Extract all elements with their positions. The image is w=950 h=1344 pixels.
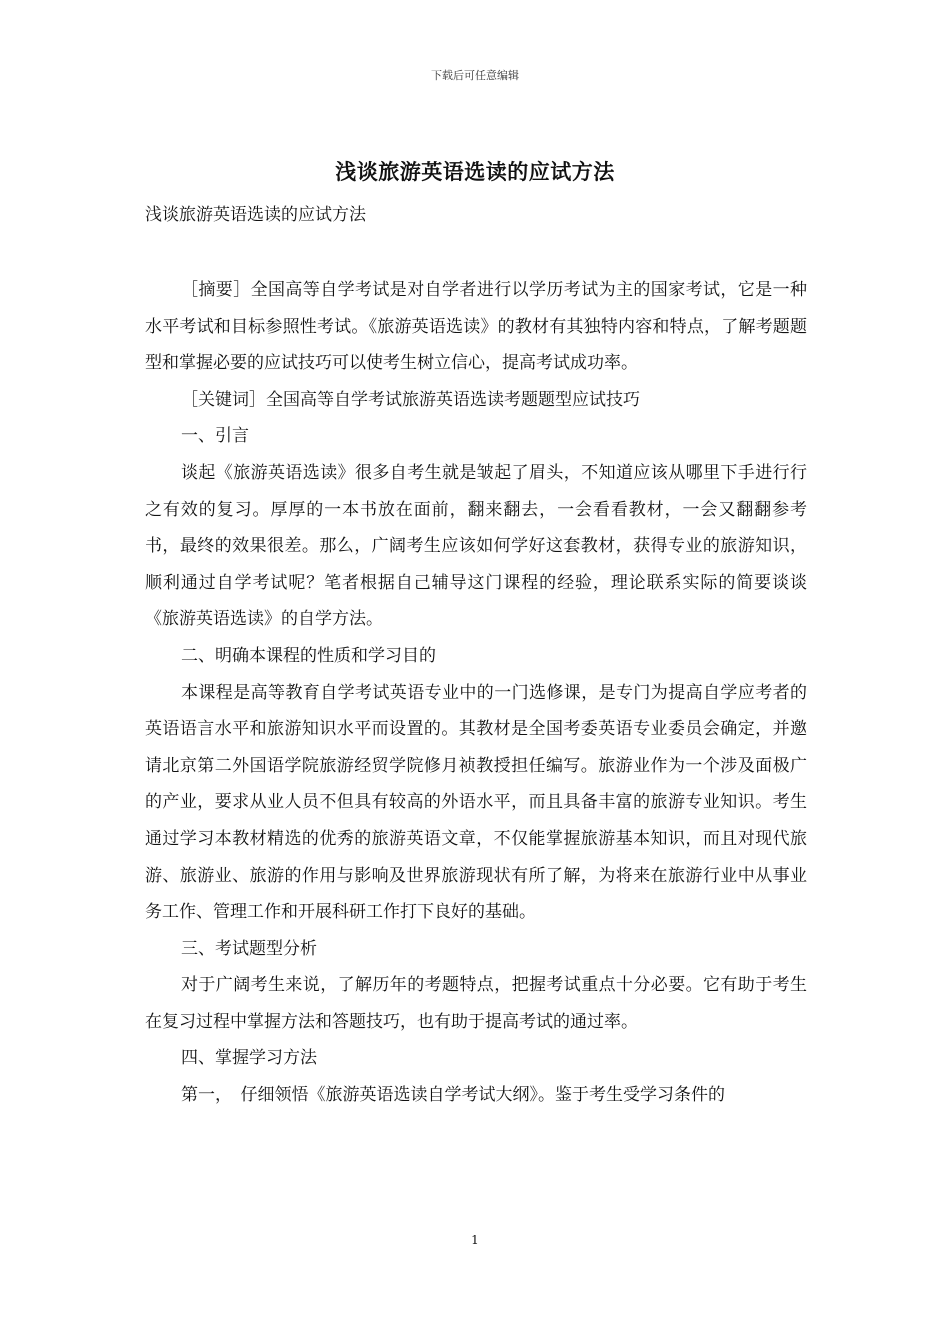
section-heading-course-nature: 二、明确本课程的性质和学习目的 (181, 645, 436, 666)
section-heading-introduction: 一、引言 (181, 426, 249, 447)
keywords-paragraph: ［关键词］全国高等自学考试旅游英语选读考题题型应试技巧 (181, 389, 640, 410)
body-text (145, 272, 807, 1114)
abstract-paragraph: ［摘要］全国高等自学考试是对自学者进行以学历考试为主的国家考试，它是一种水平考试和目标参照性考试。《旅游英语选读》的教材有其独特内容和特点，了解考题题型和掌握必要的应试技巧可以使考生树立信心，提高考试成功率。 (145, 280, 807, 374)
section-heading-study-method: 四、掌握学习方法 (181, 1048, 317, 1069)
page-title: 浅谈旅游英语选读的应试方法 (335, 159, 615, 184)
introduction-paragraph: 谈起《旅游英语选读》很多自考生就是皱起了眉头，不知道应该从哪里下手进行行之有效的复习。厚厚的一本书放在面前，翻来翻去，一会看看教材，一会又翻翻参考书，最终的效果很差。那么，广阔考生应该如何学好这套教材，获得专业的旅游知识，顺利通过自学考试呢？笔者根据自己辅导这门课程的经验，理论联系实际的简要谈谈《旅游英语选读》的自学方法。 (145, 462, 807, 630)
header-note: 下载后可任意编辑 (431, 69, 519, 82)
exam-analysis-paragraph: 对于广阔考生来说，了解历年的考题特点，把握考试重点十分必要。它有助于考生在复习过程中掌握方法和答题技巧，也有助于提高考试的通过率。 (145, 975, 807, 1032)
page-subtitle: 浅谈旅游英语选读的应试方法 (145, 205, 366, 225)
page-number: 1 (471, 1233, 479, 1247)
section-heading-exam-analysis: 三、考试题型分析 (181, 938, 317, 959)
study-method-paragraph: 第一， 仔细领悟《旅游英语选读自学考试大纲》。鉴于考生受学习条件的 (181, 1085, 725, 1106)
course-nature-paragraph: 本课程是高等教育自学考试英语专业中的一门选修课，是专门为提高自学应考者的英语语言水平和旅游知识水平而设置的。其教材是全国考委英语专业委员会确定，并邀请北京第二外国语学院旅游经贸学院修月祯教授担任编写。旅游业作为一个涉及面极广的产业，要求从业人员不但具有较高的外语水平，而且具备丰富的旅游专业知识。考生通过学习本教材精选的优秀的旅游英语文章，不仅能掌握旅游基本知识，而且对现代旅游、旅游业、旅游的作用与影响及世界旅游现状有所了解，为将来在旅游行业中从事业务工作、管理工作和开展科研工作打下良好的基础。 (145, 682, 807, 923)
